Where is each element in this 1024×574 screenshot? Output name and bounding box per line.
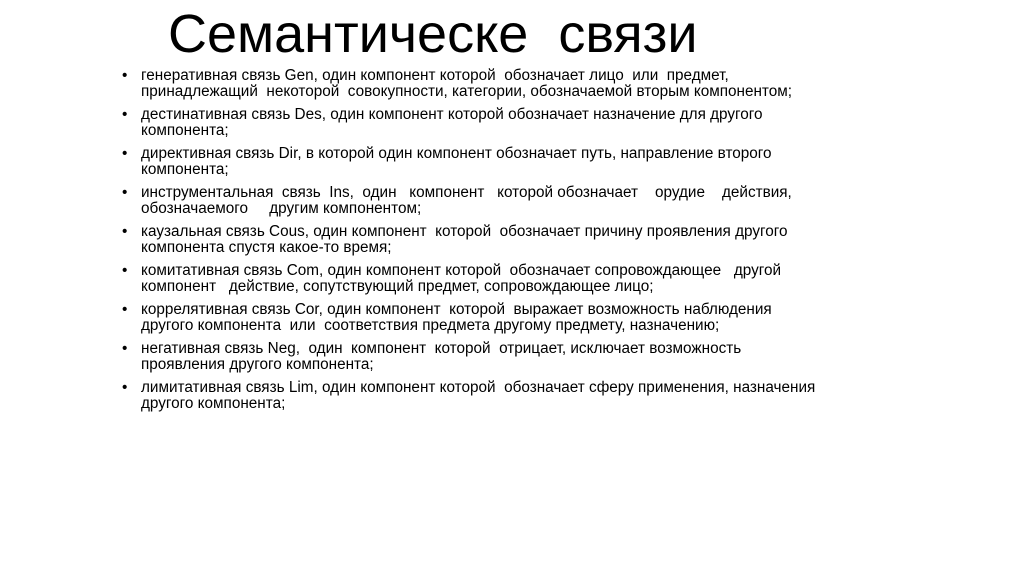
list-item bbox=[120, 302, 900, 333]
list-item-line: обозначаемого другим компонентом; bbox=[141, 199, 422, 217]
bullet-marker: • bbox=[122, 223, 128, 240]
list-item-line: компонента; bbox=[141, 121, 229, 139]
list-item bbox=[120, 380, 900, 411]
list-item bbox=[120, 146, 900, 177]
list-item bbox=[120, 224, 900, 255]
bullet-marker: • bbox=[122, 67, 128, 84]
list-item-line: компонент действие, сопутствующий предмет, сопровождающее лицо; bbox=[141, 277, 654, 295]
list-item-line: директивная связь Dir, в которой один компонент обозначает путь, направление второго bbox=[141, 145, 772, 162]
list-item-line: компонента спустя какое-то время; bbox=[141, 238, 392, 256]
list-item-line: лимитативная связь Lim, один компонент которой обозначает сферу применения, назначения bbox=[141, 379, 816, 396]
bullet-marker: • bbox=[122, 340, 128, 357]
list-item-line: другого компонента; bbox=[141, 394, 286, 412]
list-item-line: инструментальная связь Ins, один компонент которой обозначает орудие действия, bbox=[141, 184, 792, 201]
list-item bbox=[120, 185, 900, 216]
list-item-line: проявления другого компонента; bbox=[141, 355, 374, 373]
bullet-marker: • bbox=[122, 262, 128, 279]
list-item-line: коррелятивная связь Cor, один компонент которой выражает возможность наблюдения bbox=[141, 301, 772, 318]
bullet-list bbox=[120, 68, 900, 419]
bullet-marker: • bbox=[122, 145, 128, 162]
list-item-line: комитативная связь Com, один компонент которой обозначает сопровождающее другой bbox=[141, 262, 782, 279]
bullet-marker: • bbox=[122, 106, 128, 123]
list-item-line: генеративная связь Gen, один компонент которой обозначает лицо или предмет, bbox=[141, 67, 729, 84]
bullet-marker: • bbox=[122, 184, 128, 201]
list-item-line: негативная связь Neg, один компонент которой отрицает, исключает возможность bbox=[141, 340, 742, 357]
list-item bbox=[120, 263, 900, 294]
list-item-line: принадлежащий некоторой совокупности, категории, обозначаемой вторым компонентом; bbox=[141, 82, 793, 100]
list-item bbox=[120, 341, 900, 372]
list-item-line: другого компонента или соответствия предмета другому предмету, назначению; bbox=[141, 316, 720, 334]
list-item-line: дестинативная связь Des, один компонент которой обозначает назначение для другого bbox=[141, 106, 763, 123]
list-item bbox=[120, 68, 900, 99]
list-item-line: каузальная связь Cous, один компонент которой обозначает причину проявления другого bbox=[141, 223, 788, 240]
list-item-line: компонента; bbox=[141, 160, 229, 178]
slide-title: Семантическе связи bbox=[168, 4, 698, 64]
list-item bbox=[120, 107, 900, 138]
bullet-marker: • bbox=[122, 301, 128, 318]
bullet-marker: • bbox=[122, 379, 128, 396]
